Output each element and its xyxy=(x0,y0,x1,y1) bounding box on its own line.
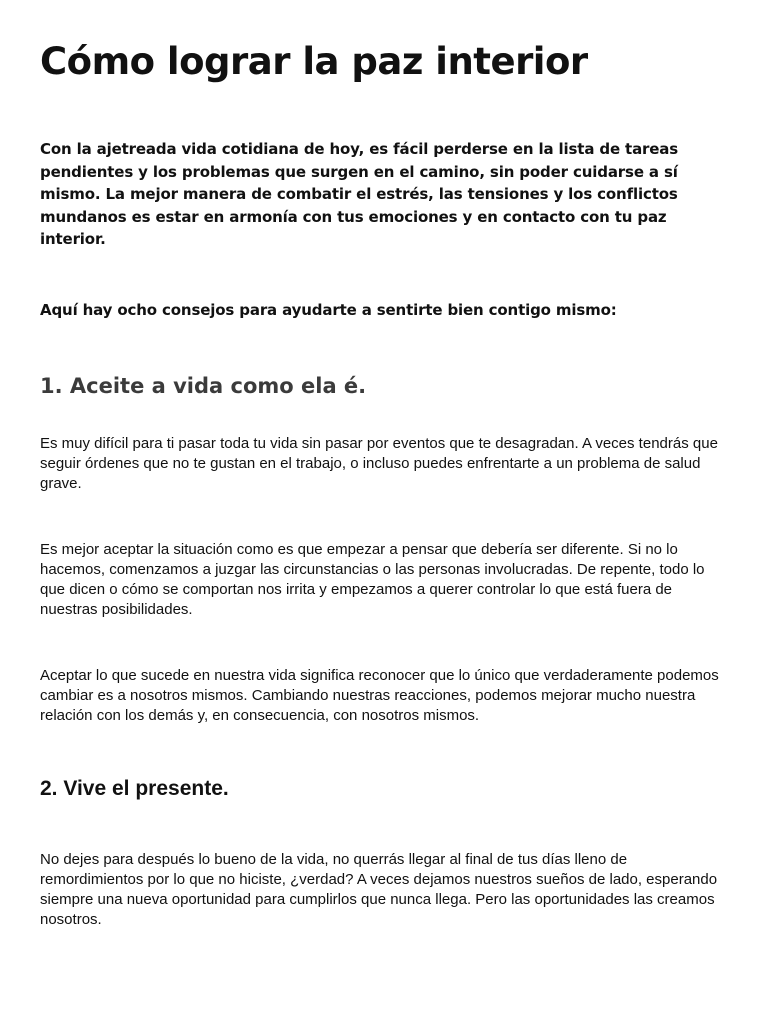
section-2-paragraph-1: No dejes para después lo bueno de la vida, no querrás llegar al final de tus días lleno de remordimientos por lo que no hiciste, ¿verdad? A veces dejamos nuestros sueños de lado, esperando siempre una nueva oportunidad para cumplirlos que nunca llega. Pero las oportunidades las creamos nosotros. xyxy=(40,851,718,928)
section-1-paragraph-2: Es mejor aceptar la situación como es que empezar a pensar que debería ser diferente. Si no lo hacemos, comenzamos a juzgar las circunstancias o las personas involucradas. De repente, todo lo que dicen o cómo se comportan nos irrita y empezamos a querer controlar lo que está fuera de nuestras posibilidades. xyxy=(40,541,705,618)
article-title: Cómo lograr la paz interior xyxy=(40,40,588,83)
section-1-heading: 1. Aceite a vida como ela é. xyxy=(40,374,367,398)
lead-in-paragraph: Aquí hay ocho consejos para ayudarte a sentirte bien contigo mismo: xyxy=(40,301,617,319)
section-1-paragraph-1: Es muy difícil para ti pasar toda tu vida sin pasar por eventos que te desagradan. A veces tendrás que seguir órdenes que no te gustan en el trabajo, o incluso puedes enfrentarte a un problema de salud grave. xyxy=(40,435,718,492)
section-1-paragraph-3: Aceptar lo que sucede en nuestra vida significa reconocer que lo único que verdaderamente podemos cambiar es a nosotros mismos. Cambiando nuestras reacciones, podemos mejorar mucho nuestra relación con los demás y, en consecuencia, con nosotros mismos. xyxy=(40,667,719,724)
section-2-heading: 2. Vive el presente. xyxy=(40,777,229,800)
intro-paragraph: Con la ajetreada vida cotidiana de hoy, es fácil perderse en la lista de tareas pendientes y los problemas que surgen en el camino, sin poder cuidarse a sí mismo. La mejor manera de combatir el estrés, las tensiones y los conflictos mundanos es estar en armonía con tus emociones y en contacto con tu paz interior. xyxy=(40,140,679,248)
